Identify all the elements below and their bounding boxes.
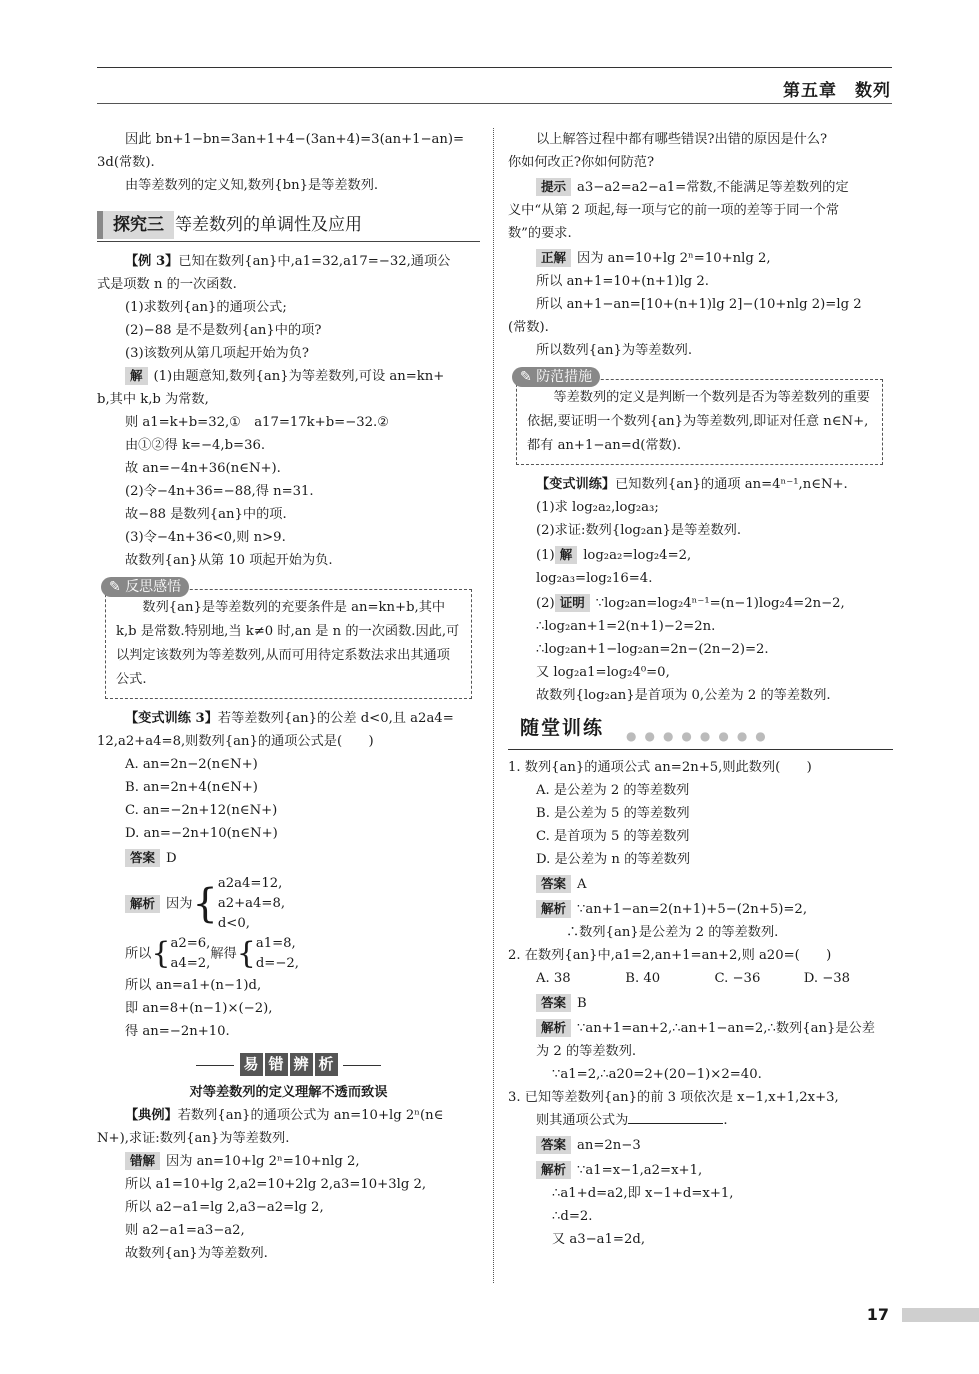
- system-eq: a4=2,: [170, 956, 211, 971]
- options-row: [508, 967, 893, 990]
- solution-line: (2)令−4n+36=−88,得 n=31.: [125, 484, 314, 499]
- analysis-solve: 解得: [210, 946, 237, 962]
- decorative-dots: ●●●●●●●●: [626, 729, 774, 743]
- answer-value: B: [577, 996, 587, 1011]
- option: B. an=2n+4(n∈N+): [125, 780, 258, 795]
- option: A. an=2n−2(n∈N+): [125, 757, 258, 772]
- variant-text: 12,a2+a4=8,则数列{an}的通项公式是( ): [97, 734, 374, 749]
- analysis-tag: 解析: [125, 895, 160, 913]
- question: (1)求数列{an}的通项公式;: [125, 300, 287, 315]
- question: (3)该数列从第几项起开始为负?: [125, 346, 309, 361]
- wrong-line: 则 a2−a1=a3−a2,: [125, 1223, 245, 1238]
- hint-line: a3−a2=a2−a1=常数,不能满足等差数列的定: [577, 180, 849, 195]
- solution-line: 故 an=−4n+36(n∈N+).: [125, 461, 281, 476]
- answer-value: A: [577, 877, 587, 892]
- solution-line: 由①②得 k=−4,b=36.: [125, 438, 266, 453]
- correct-line: 因为 an=10+lg 2ⁿ=10+nlg 2,: [577, 251, 771, 266]
- option: C. 是首项为 5 的等差数列: [536, 829, 690, 844]
- analysis-tag: 解析: [536, 900, 571, 918]
- system-eq: d=−2,: [255, 956, 299, 971]
- solution-line: log₂a₃=log₂16=4.: [536, 571, 653, 586]
- option: A. 是公差为 2 的等差数列: [536, 783, 690, 798]
- answer-tag: 答案: [125, 849, 160, 867]
- typical-label: 【典例】: [125, 1108, 178, 1123]
- option: D. −38: [803, 971, 851, 986]
- example-label: 【例 3】: [125, 254, 179, 269]
- option: C. an=−2n+12(n∈N+): [125, 803, 278, 818]
- question-line: 你如何改正?你如何防范?: [508, 155, 655, 170]
- answer-value: an=2n−3: [577, 1138, 641, 1153]
- hint-line: 数”的要求.: [508, 226, 572, 241]
- answer-blank[interactable]: [628, 1109, 723, 1124]
- q2-stem: 2. 在数列{an}中,a1=2,an+1=an+2,则 a20=( ): [508, 948, 832, 963]
- error-analysis-banner: 易 错 辨 析: [97, 1053, 480, 1077]
- analysis-because: 因为: [166, 896, 193, 912]
- variant-label: 【变式训练】: [536, 477, 616, 492]
- correct-line: 所以 an+1−an=[10+(n+1)lg 2]−(10+nlg 2)=lg 2: [536, 297, 862, 312]
- proof-tag: 证明: [555, 594, 590, 612]
- reflection-text: 数列{an}是等差数列的充要条件是 an=kn+b,其中 k,b 是常数.特别地,当 k≠0 时,an 是 n 的一次函数.因此,可以判定该数列为等差数列,从而可用待定系数法求出其通项公式.: [116, 600, 460, 687]
- solution-tag: 解: [125, 367, 148, 385]
- intro-line: 由等差数列的定义知,数列{bn}是等差数列.: [125, 178, 379, 193]
- solution-line: (3)令−4n+36<0,则 n>9.: [125, 530, 286, 545]
- page-number: 17: [866, 1305, 889, 1324]
- typical-text: 若数列{an}的通项公式为 an=10+lg 2ⁿ(n∈: [177, 1108, 444, 1123]
- pen-icon: ✎: [109, 579, 121, 595]
- intro-line: 因此 bn+1−bn=3an+1+4−(3an+4)=3(an+1−an)=: [125, 132, 465, 147]
- part-marker: (1): [536, 548, 555, 563]
- pen-icon: ✎: [520, 369, 532, 385]
- hint-line: 义中“从第 2 项起,每一项与它的前一项的差等于同一个常: [508, 203, 840, 218]
- analysis-line: 得 an=−2n+10.: [125, 1024, 230, 1039]
- part-marker: (2): [536, 596, 555, 611]
- analysis-so: 所以: [125, 946, 152, 962]
- reflection-box: [97, 576, 480, 699]
- solution-line: 故数列{an}从第 10 项起开始为负.: [125, 553, 333, 568]
- analysis-line: ∴数列{an}是公差为 2 的等差数列.: [566, 925, 779, 940]
- analysis-line: ∴a1+d=a2,即 x−1+d=x+1,: [552, 1186, 734, 1201]
- system-eq: a1=8,: [255, 936, 296, 951]
- option: B. 是公差为 5 的等差数列: [536, 806, 690, 821]
- error-analysis-title: 对等差数列的定义理解不透而致误: [189, 1085, 388, 1100]
- answer-tag: 答案: [536, 994, 571, 1012]
- solution-tag: 解: [555, 546, 578, 564]
- wrong-solution-tag: 错解: [125, 1152, 160, 1170]
- analysis-line: 为 2 的等差数列.: [536, 1044, 637, 1059]
- proof-line: 故数列{log₂an}是首项为 0,公差为 2 的等差数列.: [536, 688, 831, 703]
- q3-stem: 则其通项公式为: [536, 1113, 629, 1128]
- solution-line: log₂a₂=log₂4=2,: [583, 548, 692, 563]
- solution-line: 则 a1=k+b=32,① a17=17k+b=−32.②: [125, 415, 390, 430]
- analysis-line: 所以 an=a1+(n−1)d,: [125, 978, 262, 993]
- proof-line: ∵log₂an=log₂4ⁿ⁻¹=(n−1)log₂4=2n−2,: [595, 596, 845, 611]
- system-eq: a2+a4=8,: [217, 896, 286, 911]
- solution-line: b,其中 k,b 为常数,: [97, 392, 209, 407]
- answer-value: D: [166, 851, 177, 866]
- answer-tag: 答案: [536, 875, 571, 893]
- analysis-line: 即 an=8+(n−1)×(−2),: [125, 1001, 273, 1016]
- proof-line: ∴log₂an+1=2(n+1)−2=2n.: [536, 619, 716, 634]
- correct-tag: 正解: [536, 249, 571, 267]
- example-text: 式是项数 n 的一次函数.: [97, 277, 237, 292]
- question: (2)−88 是不是数列{an}中的项?: [125, 323, 322, 338]
- system-eq: a2=6,: [170, 936, 211, 951]
- system-eq: d<0,: [217, 916, 250, 931]
- header-rule: [97, 67, 892, 68]
- section-tab: 探究三: [97, 211, 174, 239]
- chapter-title: 第五章 数列: [783, 81, 891, 101]
- analysis-tag: 解析: [536, 1019, 571, 1037]
- section-title: 等差数列的单调性及应用: [175, 215, 362, 235]
- question: (2)求证:数列{log₂an}是等差数列.: [536, 523, 742, 538]
- answer-tag: 答案: [536, 1136, 571, 1154]
- option: D. 是公差为 n 的等差数列: [536, 852, 691, 867]
- variant-text: 若等差数列{an}的公差 d<0,且 a2a4=: [217, 711, 454, 726]
- wrong-line: 所以 a1=10+lg 2,a2=10+2lg 2,a3=10+3lg 2,: [125, 1177, 427, 1192]
- header-underline: [97, 103, 892, 104]
- variant-label: 【变式训练 3】: [125, 711, 218, 726]
- analysis-line: ∵an+1=an+2,∴an+1−an=2,∴数列{an}是公差: [577, 1021, 875, 1036]
- q1-stem: 1. 数列{an}的通项公式 an=2n+5,则此数列( ): [508, 760, 812, 775]
- section-header: [97, 211, 480, 242]
- variant-text: 已知数列{an}的通项 an=4ⁿ⁻¹,n∈N+.: [615, 477, 848, 492]
- prevention-text: 等差数列的定义是判断一个数列是否为等差数列的重要依据,要证明一个数列{an}为等差数列,即证对任意 n∈N+,都有 an+1−an=d(常数).: [527, 390, 870, 453]
- page-number-bar: [902, 1308, 979, 1322]
- wrong-line: 所以 a2−a1=lg 2,a3−a2=lg 2,: [125, 1200, 324, 1215]
- analysis-line: ∴d=2.: [552, 1209, 593, 1224]
- right-column: 以上解答过程中都有哪些错误?出错的原因是什么? 你如何改正?你如何防范? 提示 a3−a2=a2−a1=常数,不能满足等差数列的定 义中“从第 2 项起,每一项与它的前一项的差等于同一个常 数”的要求. 正解 因为 an=10+lg 2ⁿ=10+nlg 2, 所以 an+1=10+(n+1)lg 2. 所以 an+1−an=[10+(n+1)lg 2]−(10+nlg 2)=lg 2 (常数). 所以数列{an}为等差数列. ✎ 防范措施 等差数列的定义是判断一个数列是否为等差数列的重要依据,要证明一个数列{an}为等差数列,即证对任意 n∈N+,都有 an+1−an=d(常数). 【变式训练】已知数列{an}的通项 an=4ⁿ⁻¹,n∈N+. (1)求 log₂a₂,log₂a₃; (2)求证:数列{log₂an}是等差数列. (1) 解 log₂a₂=log₂4=2, log₂a₃=log₂16=4. (2) 证明 ∵log₂an=log₂4ⁿ⁻¹=(n−1)log₂4=2n−2, ∴log₂an+1=2(n+1)−2=2n. ∴log₂an+1−log₂an=2n−(2n−2)=2. 又 log₂a1=log₂4⁰=0, 故数列{log₂an}是首项为 0,公差为 2 的等差数列. 随堂训练 ●●●●●●●● 1. 数列{an}的通项公式 an=2n+5,则此数列( ) A. 是公差为 2 的等差数列 B. 是公差为 5 的等差数列 C. 是首项为 5 的等差数列 D. 是公差为 n 的等差数列 答案 A 解析 ∵an+1−an=2(n+1)+5−(2n+5)=2, ∴数列{an}是公差为 2 的等差数列. 2. 在数列{an}中,a1=2,an+1=an+2,则 a20=( ) A. 38 B. 40 C. −36 D. −38 答案 B 解析 ∵an+1=an+2,∴an+1−an=2,∴数列{an}是公差 为 2 的等差数列. ∵a1=2,∴a20=2+(20−1)×2=40. 3. 已知等差数列{an}的前 3 项依次是 x−1,x+1,2x+3, 则其通项公式为 . 答案 an=2n−3 解析 ∵a1=x−1,a2=x+1, ∴a1+d=a2,即 x−1+d=x+1, ∴d=2. 又 a3−a1=2d,: [508, 128, 893, 1251]
- analysis-line: ∵a1=x−1,a2=x+1,: [577, 1163, 703, 1178]
- column-divider: [493, 128, 494, 1283]
- wrong-line: 故数列{an}为等差数列.: [125, 1246, 268, 1261]
- correct-line: 所以数列{an}为等差数列.: [536, 343, 693, 358]
- proof-line: ∴log₂an+1−log₂an=2n−(2n−2)=2.: [536, 642, 769, 657]
- left-column: 因此 bn+1−bn=3an+1+4−(3an+4)=3(an+1−an)= 3d(常数). 由等差数列的定义知,数列{bn}是等差数列. 探究三 等差数列的单调性及应用 【例 3】已知在数列{an}中,a1=32,a17=−32,通项公 式是项数 n 的一次函数. (1)求数列{an}的通项公式; (2)−88 是不是数列{an}中的项? (3)该数列从第几项起开始为负? 解 (1)由题意知,数列{an}为等差数列,可设 an=kn+ b,其中 k,b 为常数, 则 a1=k+b=32,① a17=17k+b=−32.② 由①②得 k=−4,b=36. 故 an=−4n+36(n∈N+). (2)令−4n+36=−88,得 n=31. 故−88 是数列{an}中的项. (3)令−4n+36<0,则 n>9. 故数列{an}从第 10 项起开始为负. ✎ 反思感悟 数列{an}是等差数列的充要条件是 an=kn+b,其中 k,b 是常数.特别地,当 k≠0 时,an 是 n 的一次函数.因此,可以判定该数列为等差数列,从而可用待定系数法求出其通项公式. 【变式训练 3】若等差数列{an}的公差 d<0,且 a2a4= 12,a2+a4=8,则数列{an}的通项公式是( ) A. an=2n−2(n∈N+) B. an=2n+4(n∈N+) C. an=−2n+12(n∈N+) D. an=−2n+10(n∈N+) 答案 D 解析 因为{ a2a4=12, a2+a4=8, d<0, 所以{ a2=6, a4=2, 解得{ a1=8, d=−2, 所以 an=a1+(n−1)d, 即 an=8+(n−1)×(−2), 得 an=−2n+10. 易 错 辨 析 对等差数列的定义理解不透而致误 【典例】若数列{an}的通项公式为 an=10+lg 2ⁿ(n∈ N+),求证:数列{an}为等差数列. 错解 因为 an=10+lg 2ⁿ=10+nlg 2, 所以 a1=10+lg 2,a2=10+2lg 2,a3=10+3lg 2, 所以 a2−a1=lg 2,a3−a2=lg 2, 则 a2−a1=a3−a2, 故数列{an}为等差数列.: [97, 128, 480, 1265]
- practice-title: 随堂训练: [520, 717, 605, 739]
- question-line: 以上解答过程中都有哪些错误?出错的原因是什么?: [536, 132, 828, 147]
- prevention-box: [508, 366, 893, 465]
- system-eq: a2a4=12,: [217, 876, 283, 891]
- reflection-head: ✎ 反思感悟: [101, 577, 189, 597]
- intro-line: 3d(常数).: [97, 155, 155, 170]
- practice-header: [508, 715, 893, 750]
- option: A. 38: [536, 971, 571, 986]
- correct-line: 所以 an+1=10+(n+1)lg 2.: [536, 274, 709, 289]
- hint-tag: 提示: [536, 178, 571, 196]
- analysis-tag: 解析: [536, 1161, 571, 1179]
- example-text: 已知在数列{an}中,a1=32,a17=−32,通项公: [178, 254, 451, 269]
- analysis-line: ∵an+1−an=2(n+1)+5−(2n+5)=2,: [577, 902, 808, 917]
- prevention-head: ✎ 防范措施: [512, 367, 600, 387]
- wrong-line: 因为 an=10+lg 2ⁿ=10+nlg 2,: [166, 1154, 360, 1169]
- solution-line: 故−88 是数列{an}中的项.: [125, 507, 287, 522]
- option: C. −36: [714, 971, 761, 986]
- option: B. 40: [625, 971, 661, 986]
- question: (1)求 log₂a₂,log₂a₃;: [536, 500, 659, 515]
- q3-stem: 3. 已知等差数列{an}的前 3 项依次是 x−1,x+1,2x+3,: [508, 1090, 839, 1105]
- analysis-line: ∵a1=2,∴a20=2+(20−1)×2=40.: [552, 1067, 762, 1082]
- option: D. an=−2n+10(n∈N+): [125, 826, 278, 841]
- typical-text: N+),求证:数列{an}为等差数列.: [97, 1131, 290, 1146]
- proof-line: 又 log₂a1=log₂4⁰=0,: [536, 665, 670, 680]
- correct-line: (常数).: [508, 320, 549, 335]
- analysis-line: 又 a3−a1=2d,: [552, 1232, 646, 1247]
- solution-line: (1)由题意知,数列{an}为等差数列,可设 an=kn+: [153, 369, 445, 384]
